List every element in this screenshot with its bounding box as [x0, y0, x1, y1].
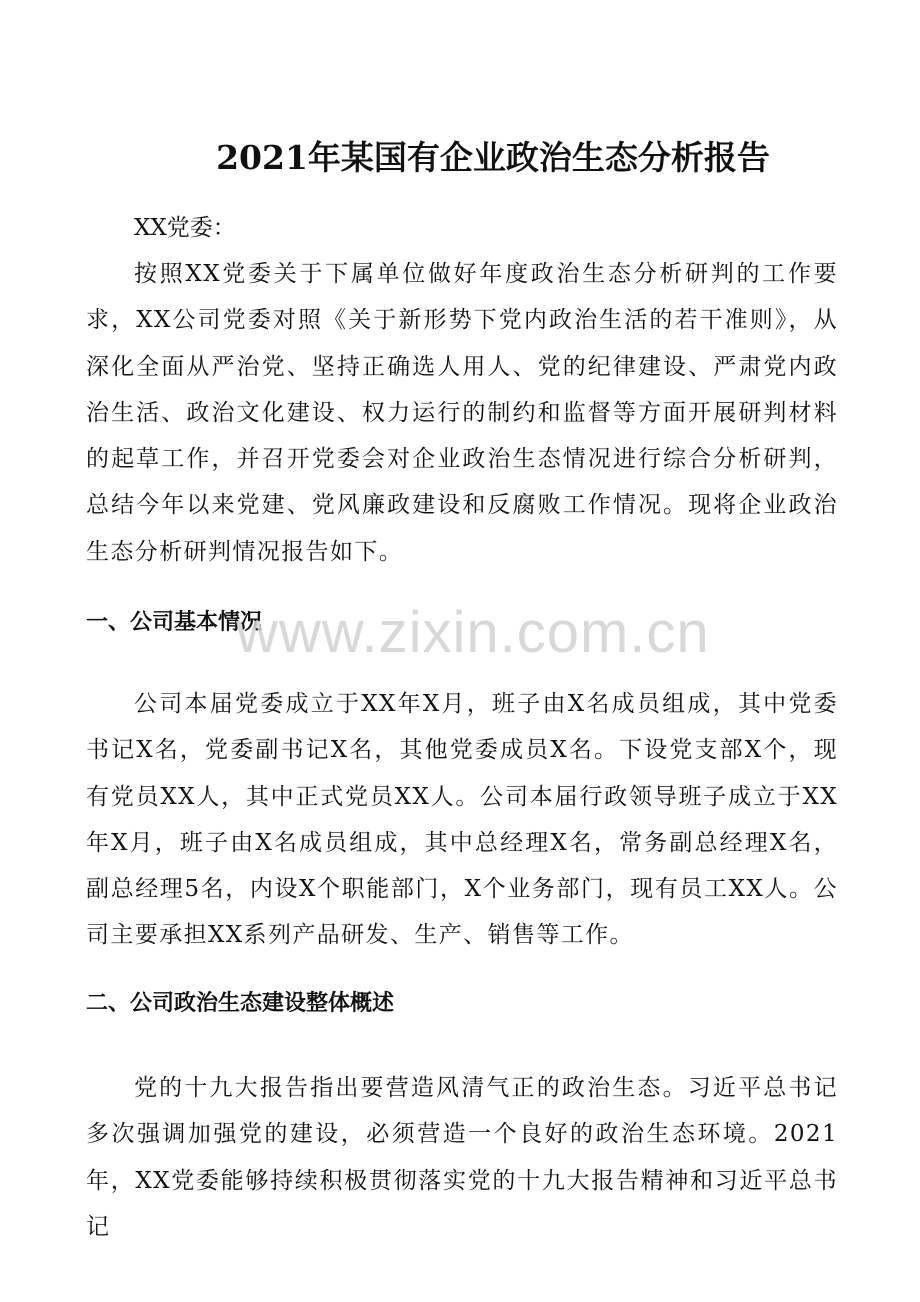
- document-title: 2021年某国有企业政治生态分析报告: [216, 138, 770, 177]
- watermark: www.zixin.com.cn: [236, 600, 710, 665]
- section-2-paragraph: 党的十九大报告指出要营造风清气正的政治生态。习近平总书记多次强调加强党的建设，必须营造一个良好的政治生态环境。2021年，XX党委能够持续积极贯彻落实党的十九大报告精神和习近平总书记: [86, 1075, 838, 1240]
- section-2-heading: 二、公司政治生态建设整体概述: [86, 991, 395, 1016]
- salutation: XX党委：: [134, 215, 236, 241]
- section-1-paragraph: 公司本届党委成立于XX年X月，班子由X名成员组成，其中党委书记X名，党委副书记X名，其他党委成员X名。下设党支部X个，现有党员XX人，其中正式党员XX人。公司本届行政领导班子成立于XX年X月，班子由X名成员组成，其中总经理X名，常务副总经理X名，副总经理5名，内设X个职能部门，X个业务部门，现有员工XX人。公司主要承担XX系列产品研发、生产、销售等工作。: [86, 691, 838, 949]
- intro-paragraph: 按照XX党委关于下属单位做好年度政治生态分析研判的工作要求，XX公司党委对照《关于新形势下党内政治生活的若干准则》，从深化全面从严治党、坚持正确选人用人、党的纪律建设、严肃党内政治生活、政治文化建设、权力运行的制约和监督等方面开展研判材料的起草工作，并召开党委会对企业政治生态情况进行综合分析研判，总结今年以来党建、党风廉政建设和反腐败工作情况。现将企业政治生态分析研判情况报告如下。: [86, 261, 838, 565]
- section-1-heading: 一、公司基本情况: [86, 610, 263, 635]
